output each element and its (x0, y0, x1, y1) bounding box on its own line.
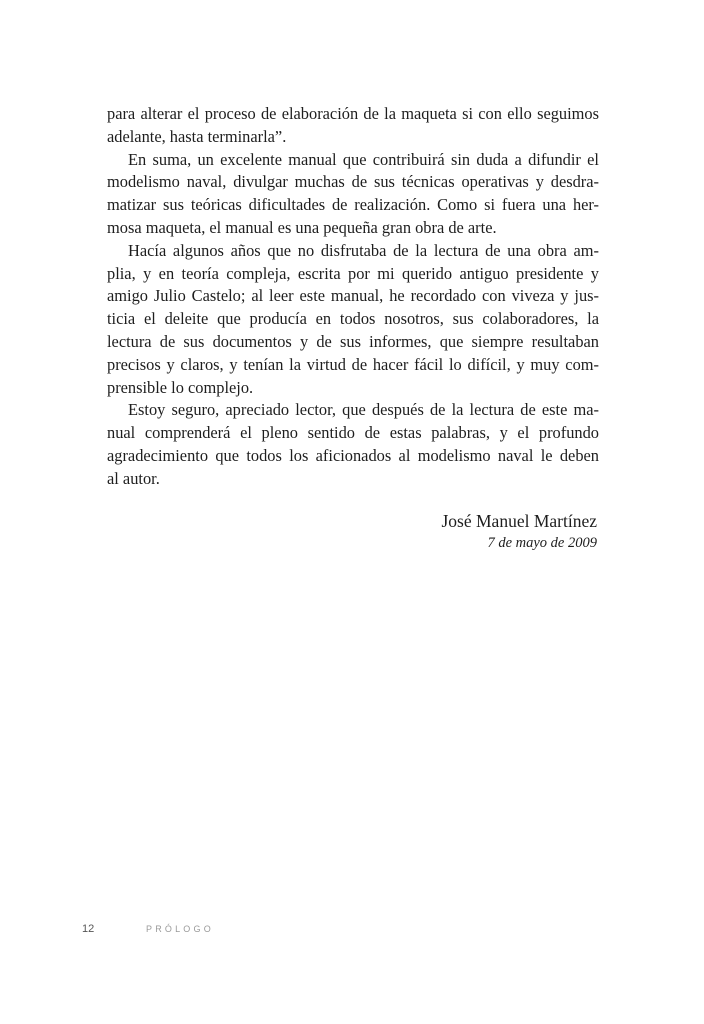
text-line: plia, y en teoría compleja, escrita por mi querido antiguo presidente y (107, 263, 599, 283)
text-line: precisos y claros, y tenían la virtud de hacer fácil lo difícil, y muy com- (107, 354, 599, 374)
signature-date: 7 de mayo de 2009 (487, 535, 597, 551)
paragraph-first-line: Hacía algunos años que no disfrutaba de la lectura de una obra am- (128, 240, 599, 260)
text-line: mosa maqueta, el manual es una pequeña gran obra de arte. (107, 217, 497, 237)
paragraph-first-line: En suma, un excelente manual que contribuirá sin duda a difundir el (128, 149, 599, 169)
text-line: nual comprenderá el pleno sentido de estas palabras, y el profundo (107, 423, 599, 443)
text-line: lectura de sus documentos y de sus informes, que siempre resultaban (107, 331, 599, 351)
prologue-text (107, 103, 599, 491)
text-line: ticia el deleite que producía en todos nosotros, sus colaboradores, la (107, 309, 599, 329)
text-line: amigo Julio Castelo; al leer este manual, he recordado con viveza y jus- (107, 286, 599, 306)
text-line: agradecimiento que todos los aficionados al modelismo naval le deben (107, 445, 599, 465)
author-name: José Manuel Martínez (441, 511, 597, 531)
page-number: 12 (82, 923, 95, 935)
text-line: al autor. (107, 468, 160, 488)
text-line: para alterar el proceso de elaboración de la maqueta si con ello seguimos (107, 104, 599, 123)
running-section-title: PRÓLOGO (146, 924, 214, 934)
text-line: prensible lo complejo. (107, 377, 254, 397)
paragraph-first-line: Estoy seguro, apreciado lector, que después de la lectura de este ma- (128, 400, 599, 420)
text-line: matizar sus teóricas dificultades de realización. Como si fuera una her- (107, 195, 599, 215)
signature-block (441, 510, 597, 553)
text-line: modelismo naval, divulgar muchas de sus técnicas operativas y desdra- (107, 172, 599, 192)
text-line: adelante, hasta terminarla”. (107, 126, 287, 146)
